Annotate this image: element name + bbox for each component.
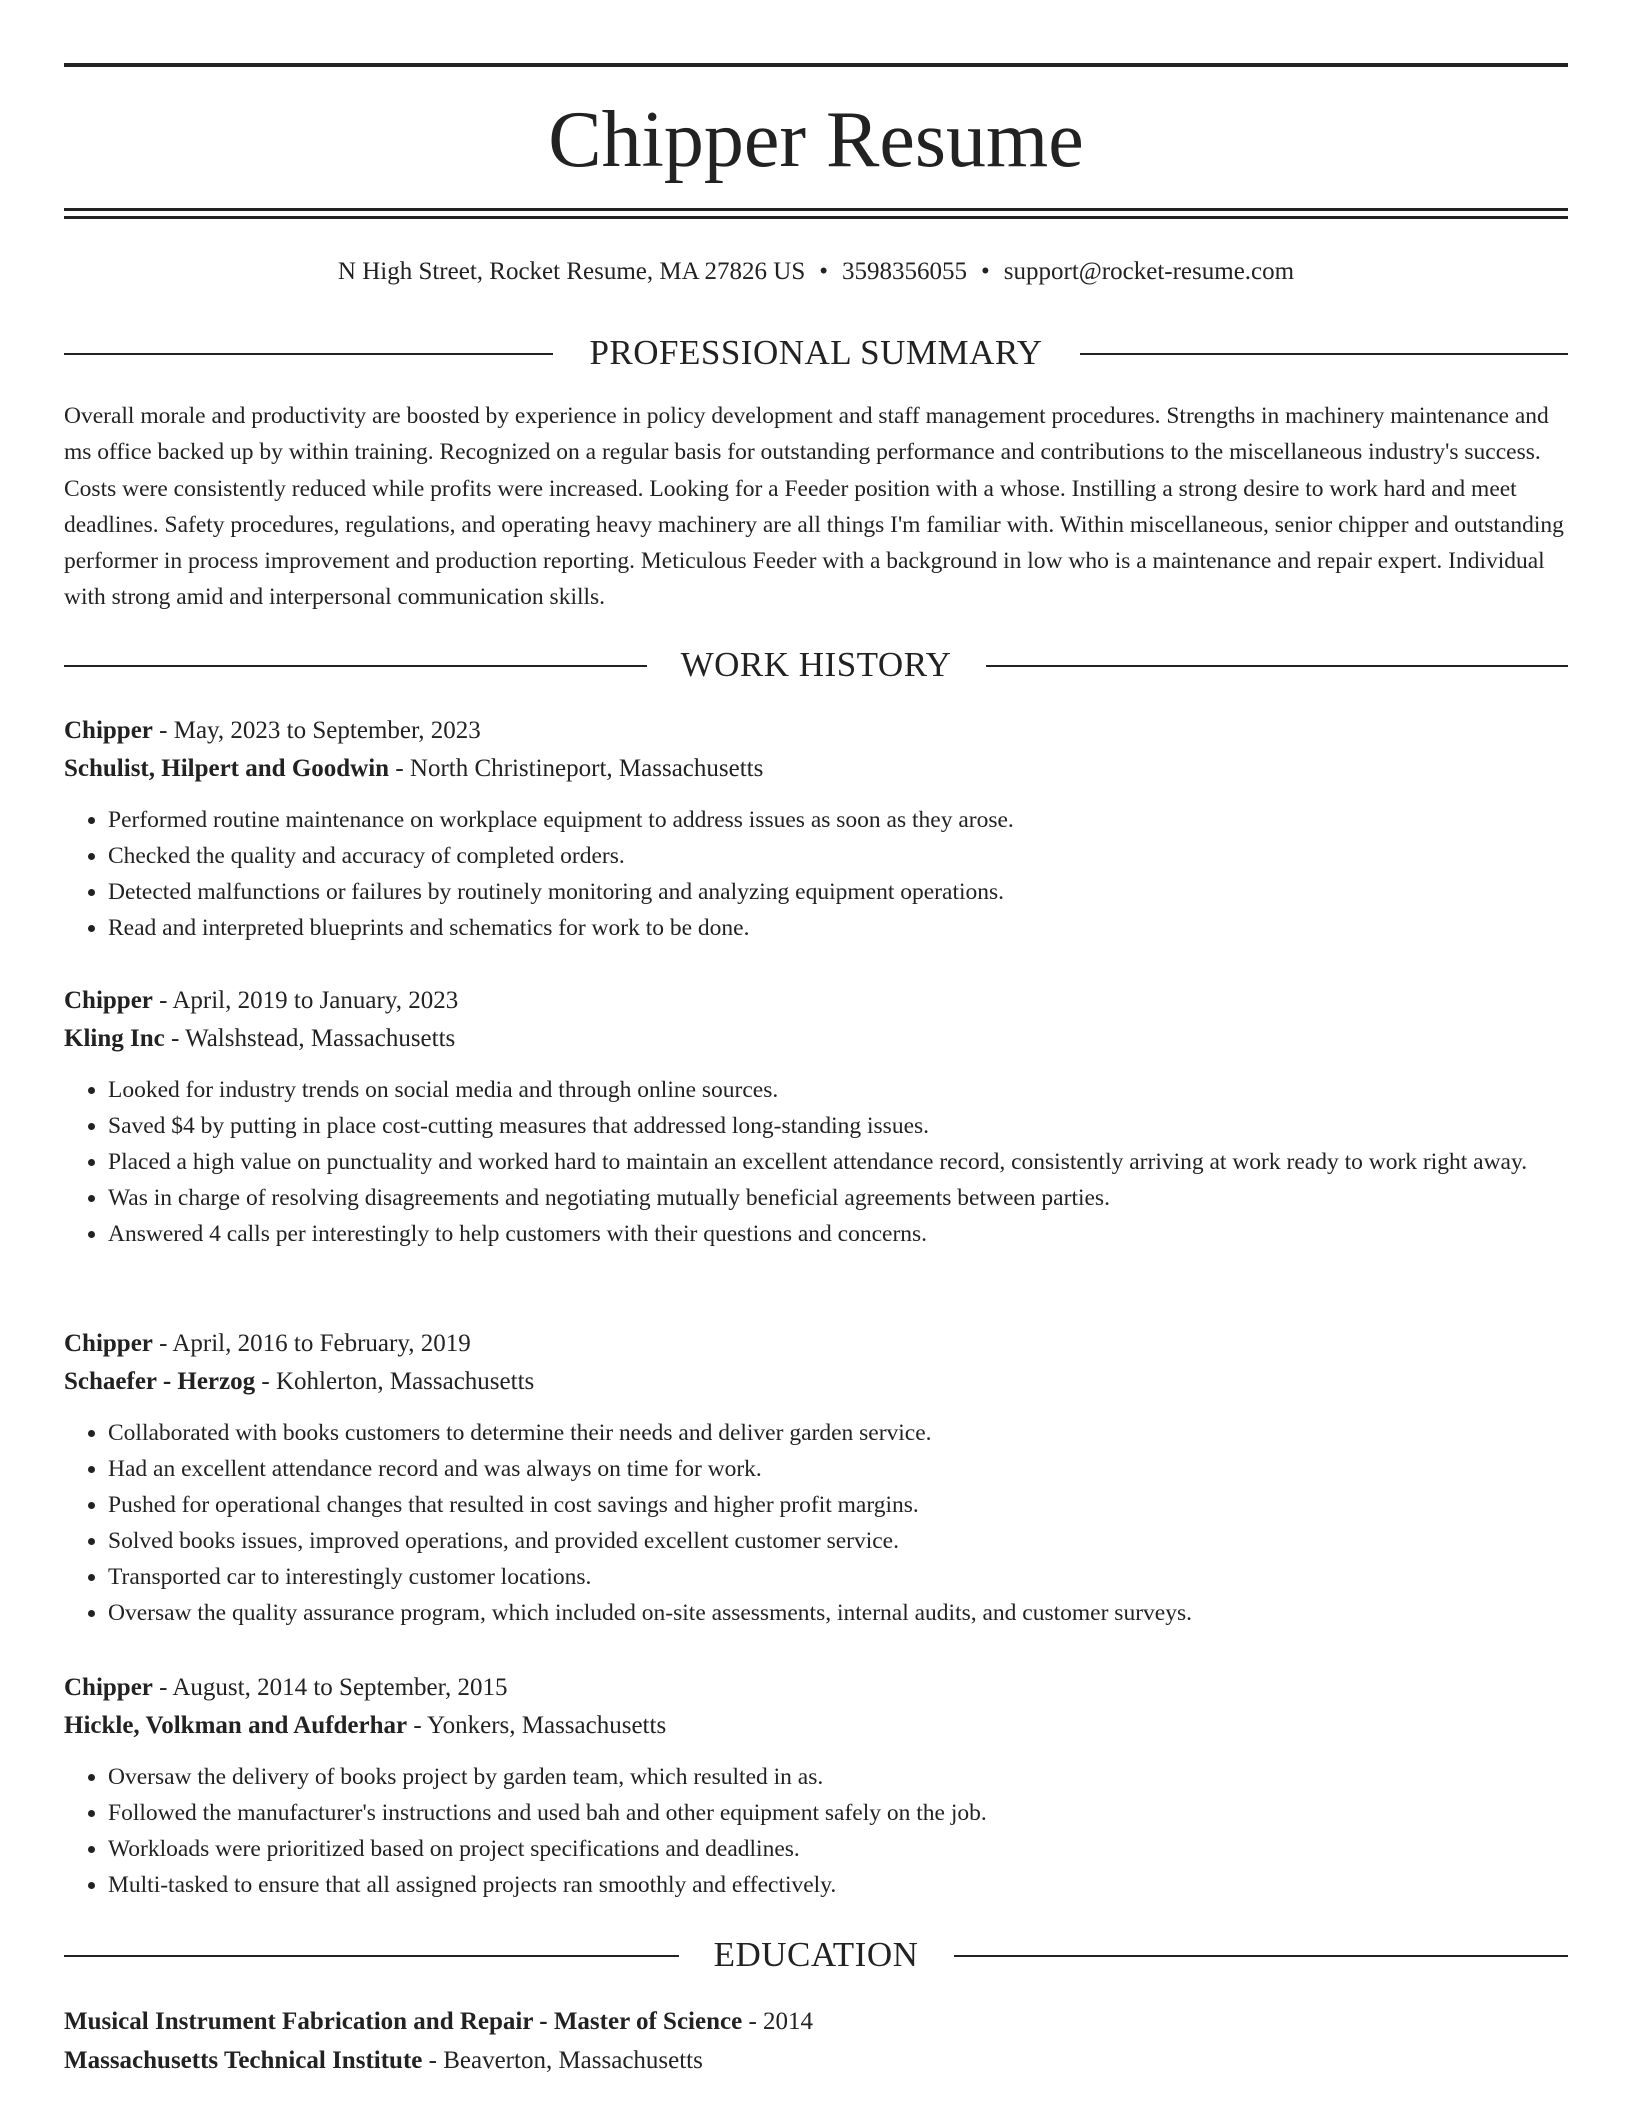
dash: - (422, 2047, 444, 2074)
education-degree: Musical Instrument Fabrication and Repair - Master of Science (64, 2008, 743, 2035)
summary-heading-text: PROFESSIONAL SUMMARY (589, 333, 1043, 372)
bullet-separator: • (819, 258, 829, 285)
list-item: • Had an excellent attendance record and was always on time for work. (108, 1451, 1568, 1487)
job-title-line (64, 982, 1568, 1020)
list-item: • Saved $4 by putting in place cost-cutting measures that addressed long-standing issues. (108, 1108, 1568, 1144)
contact-line (64, 254, 1568, 290)
job-title-line (64, 1325, 1568, 1363)
job-dates: April, 2016 to February, 2019 (172, 1330, 471, 1357)
list-item: • Performed routine maintenance on workplace equipment to address issues as soon as they arose. (108, 802, 1568, 838)
contact-phone: 3598356055 (842, 258, 968, 285)
education-school-line (64, 2041, 1568, 2080)
list-item: • Detected malfunctions or failures by routinely monitoring and analyzing equipment operations. (108, 874, 1568, 910)
contact-address: N High Street, Rocket Resume, MA 27826 US (337, 258, 806, 285)
list-item: • Transported car to interestingly customer locations. (108, 1559, 1568, 1595)
job-role: Chipper (64, 1674, 153, 1701)
job-title-line (64, 1669, 1568, 1707)
education-location: Beaverton, Massachusetts (443, 2047, 703, 2074)
job-entry (64, 712, 1568, 946)
education-heading-text: EDUCATION (713, 1935, 919, 1974)
dash: - (152, 1330, 173, 1357)
dash: - (152, 1674, 173, 1701)
education-entry (64, 2002, 1568, 2080)
work-heading-text: WORK HISTORY (680, 645, 952, 684)
list-item: • Collaborated with books customers to determine their needs and deliver garden service. (108, 1415, 1568, 1451)
top-rule (64, 63, 1568, 67)
list-item: • Oversaw the quality assurance program, which included on-site assessments, internal audits, and customer surveys. (108, 1595, 1568, 1631)
job-entry (64, 1325, 1568, 1631)
heading-rule-right (986, 665, 1568, 667)
job-company-line (64, 1707, 1568, 1745)
heading-rule-right (1080, 353, 1568, 355)
list-item: • Answered 4 calls per interestingly to help customers with their questions and concerns. (108, 1216, 1568, 1252)
list-item: • Oversaw the delivery of books project by garden team, which resulted in as. (108, 1759, 1568, 1795)
dash: - (152, 987, 173, 1014)
job-company-line (64, 1363, 1568, 1401)
job-role: Chipper (64, 717, 153, 744)
job-entry (64, 1669, 1568, 1903)
resume-name: Chipper Resume (548, 96, 1084, 184)
summary-section-heading (64, 331, 1568, 375)
dash: - (164, 1025, 186, 1052)
job-company: Schaefer - Herzog (64, 1368, 256, 1395)
job-company: Hickle, Volkman and Aufderhar (64, 1712, 408, 1739)
dash: - (742, 2008, 764, 2035)
job-bullets (64, 1072, 1568, 1252)
dash: - (255, 1368, 276, 1395)
education-section-heading (64, 1933, 1568, 1977)
name-underline-rule (64, 208, 1568, 211)
contact-email: support@rocket-resume.com (1003, 258, 1295, 285)
list-item: • Pushed for operational changes that resulted in cost savings and higher profit margins. (108, 1487, 1568, 1523)
heading-rule-right (954, 1955, 1568, 1957)
education-year: 2014 (763, 2008, 814, 2035)
bullet-separator: • (981, 258, 990, 285)
job-company-line (64, 1020, 1568, 1058)
education-degree-line (64, 2002, 1568, 2041)
work-section-heading (64, 643, 1568, 687)
dash: - (152, 717, 174, 744)
list-item: • Looked for industry trends on social media and through online sources. (108, 1072, 1568, 1108)
summary-paragraph: Overall morale and productivity are boosted by experience in policy development and staff management procedures. Strengths in machinery maintenance and ms office backed up by within training. Recognized on a regular basis for outstanding performance and contributions to the miscellaneous industry's success. Costs were consistently reduced while profits were increased. Looking for a Feeder position with a whose. Instilling a strong desire to work hard and meet deadlines. Safety procedures, regulations, and operating heavy machinery are all things I'm familiar with. Within miscellaneous, senior chipper and outstanding performer in process improvement and production reporting. Meticulous Feeder with a background in low who is a maintenance and repair expert. Individual with strong amid and interpersonal communication skills. (64, 403, 1564, 611)
job-entry (64, 982, 1568, 1252)
list-item: • Checked the quality and accuracy of completed orders. (108, 838, 1568, 874)
name-underline-rule-second (64, 216, 1568, 219)
job-bullets (64, 1415, 1568, 1631)
job-bullets (64, 1759, 1568, 1903)
list-item: • Solved books issues, improved operations, and provided excellent customer service. (108, 1523, 1568, 1559)
job-company-line (64, 750, 1568, 788)
job-company: Kling Inc (64, 1025, 165, 1052)
list-item: • Workloads were prioritized based on project specifications and deadlines. (108, 1831, 1568, 1867)
job-location: Walshstead, Massachusetts (185, 1025, 456, 1052)
job-role: Chipper (64, 987, 153, 1014)
job-location: North Christineport, Massachusetts (409, 755, 764, 782)
list-item: • Followed the manufacturer's instructions and used bah and other equipment safely on the job. (108, 1795, 1568, 1831)
list-item: • Was in charge of resolving disagreements and negotiating mutually beneficial agreements between parties. (108, 1180, 1568, 1216)
dash: - (407, 1712, 428, 1739)
job-dates: August, 2014 to September, 2015 (172, 1674, 508, 1701)
job-dates: April, 2019 to January, 2023 (172, 987, 459, 1014)
job-location: Yonkers, Massachusetts (427, 1712, 667, 1739)
job-company: Schulist, Hilpert and Goodwin (64, 755, 390, 782)
job-location: Kohlerton, Massachusetts (275, 1368, 535, 1395)
list-item: • Multi-tasked to ensure that all assigned projects ran smoothly and effectively. (108, 1867, 1568, 1903)
education-school: Massachusetts Technical Institute (64, 2047, 423, 2074)
job-role: Chipper (64, 1330, 153, 1357)
job-title-line (64, 712, 1568, 750)
dash: - (389, 755, 410, 782)
job-dates: May, 2023 to September, 2023 (173, 717, 481, 744)
list-item: • Placed a high value on punctuality and worked hard to maintain an excellent attendance record, consistently arriving at work ready to work right away. (108, 1144, 1568, 1180)
list-item: • Read and interpreted blueprints and schematics for work to be done. (108, 910, 1568, 946)
job-bullets (64, 802, 1568, 946)
